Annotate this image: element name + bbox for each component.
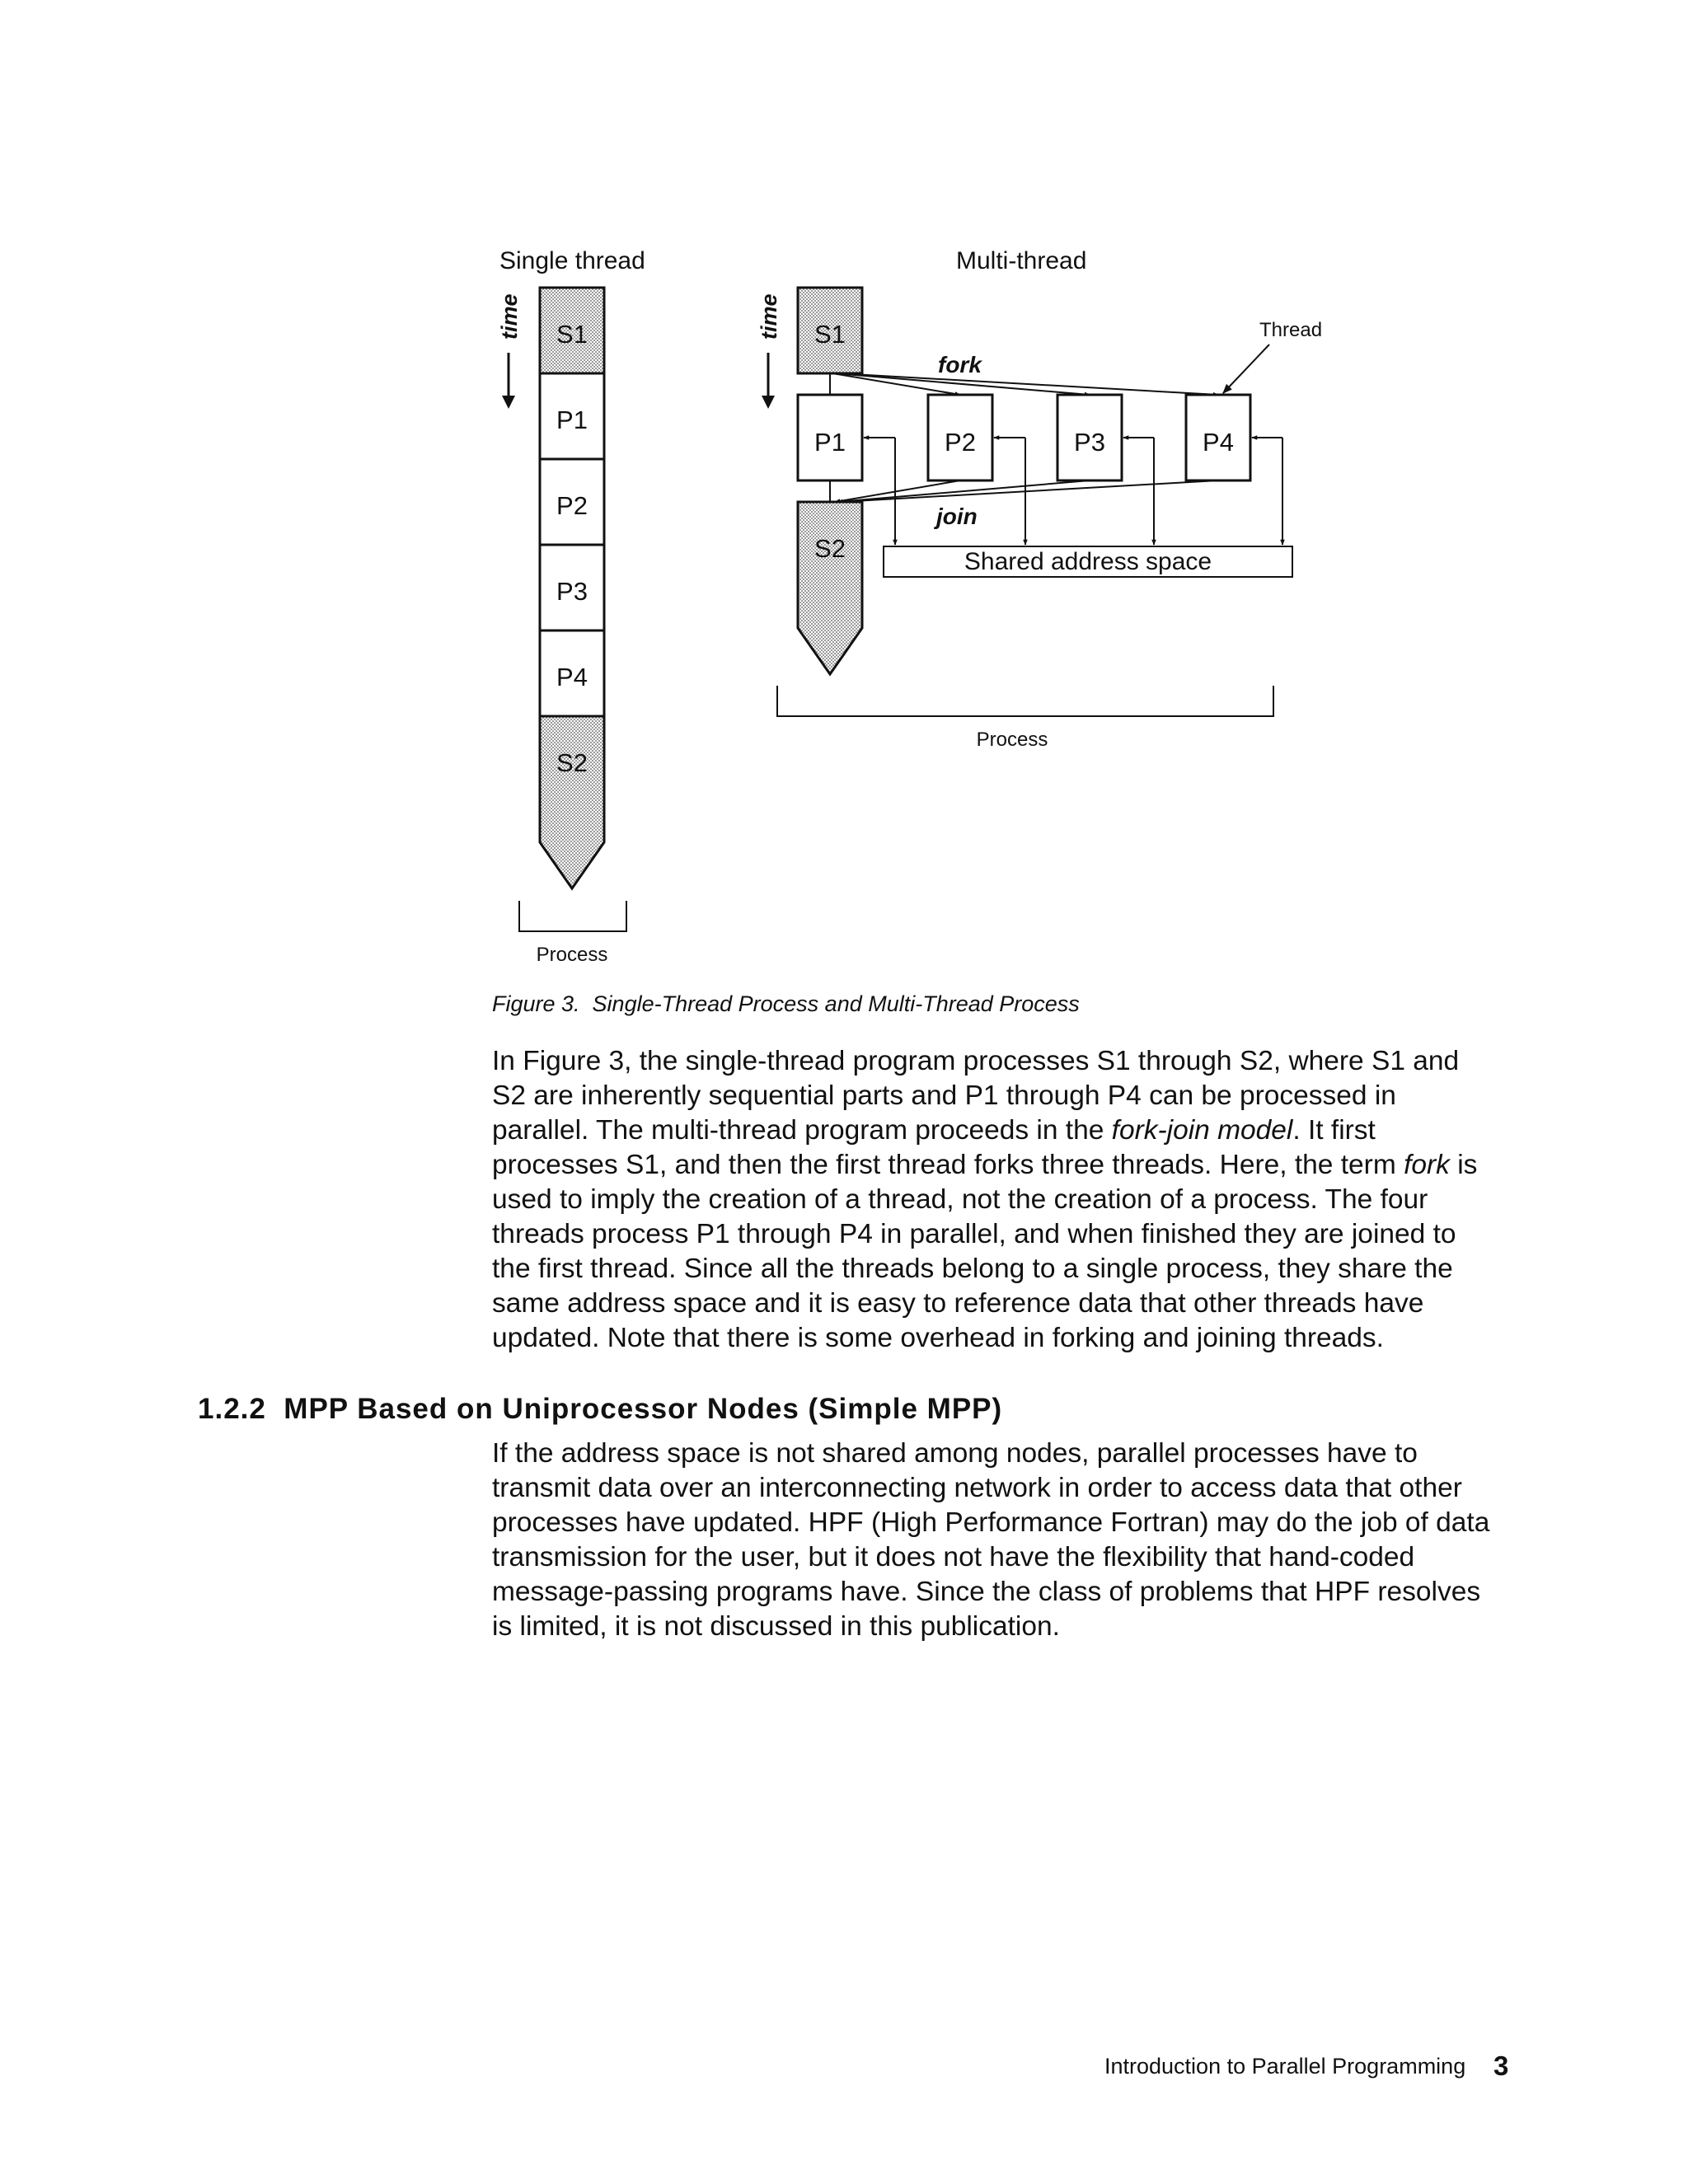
figure-caption: Figure 3. Single-Thread Process and Multi-Thread Process (492, 991, 1080, 1016)
join-arrows (830, 480, 1218, 502)
single-label-p3: P3 (556, 577, 588, 606)
fork-arrows (830, 373, 1218, 395)
single-label-s2: S2 (556, 748, 588, 777)
thread-label: Thread (1259, 319, 1323, 341)
single-time-axis (497, 293, 522, 409)
text-line: If the address space is not shared among nodes, parallel processes have to (492, 1438, 1418, 1469)
multi-time-axis (757, 293, 781, 409)
text-line: same address space and it is easy to reference data that other threads have (492, 1288, 1424, 1319)
section-heading: 1.2.2 MPP Based on Uniprocessor Nodes (Simple MPP) (198, 1393, 1003, 1425)
text-line: S2 are inherently sequential parts and P1 through P4 can be processed in (492, 1080, 1396, 1111)
text-line: parallel. The multi-thread program proceeds in the fork-join model. It first (492, 1115, 1376, 1146)
text-line: In Figure 3, the single-thread program processes S1 through S2, where S1 and (492, 1046, 1460, 1076)
multi-label-s2: S2 (814, 534, 846, 563)
multi-label-p2: P2 (945, 428, 976, 457)
multi-process-bracket (777, 686, 1273, 716)
single-time-label: time (497, 293, 522, 340)
multi-process-label: Process (976, 729, 1048, 751)
running-footer: Introduction to Parallel Programming (1104, 2054, 1466, 2079)
paragraph-simple-mpp (492, 1436, 1531, 1644)
shared-address-space-label: Shared address space (964, 548, 1212, 575)
figure-3-diagram (0, 0, 1688, 989)
multi-label-p4: P4 (1203, 428, 1234, 457)
single-thread-title: Single thread (499, 247, 645, 274)
text-line: is limited, it is not discussed in this publication. (492, 1611, 1060, 1642)
single-process-label: Process (536, 944, 608, 966)
text-line: used to imply the creation of a thread, not the creation of a process. The four (492, 1184, 1428, 1215)
multi-thread-title: Multi-thread (956, 247, 1087, 274)
paragraph-fork-join (492, 1044, 1531, 1356)
multi-time-label: time (757, 293, 781, 340)
single-label-p1: P1 (556, 405, 588, 434)
text-line: transmit data over an interconnecting network in order to access data that other (492, 1473, 1462, 1503)
multi-label-p1: P1 (814, 428, 846, 457)
text-line: processes S1, and then the first thread forks three threads. Here, the term fork is (492, 1150, 1478, 1180)
single-block-s2 (540, 716, 604, 888)
page-number: 3 (1493, 2050, 1509, 2081)
text-line: processes have updated. HPF (High Performance Fortran) may do the job of data (492, 1507, 1490, 1538)
emphasis-fork: fork (1404, 1150, 1450, 1180)
single-label-p2: P2 (556, 491, 588, 520)
emphasis-fork-join-model: fork-join model (1111, 1115, 1293, 1146)
text-line: the first thread. Since all the threads belong to a single process, they share the (492, 1254, 1453, 1284)
fork-label: fork (938, 352, 982, 377)
join-label: join (936, 504, 978, 529)
single-process-bracket (519, 901, 626, 931)
single-label-p4: P4 (556, 663, 588, 691)
text-line: transmission for the user, but it does not have the flexibility that hand-coded (492, 1542, 1415, 1572)
multi-label-s1: S1 (814, 320, 846, 349)
text-line: threads process P1 through P4 in parallel, and when finished they are joined to (492, 1219, 1456, 1249)
thread-pointer (1223, 344, 1269, 393)
text-line: message-passing programs have. Since the class of problems that HPF resolves (492, 1577, 1481, 1607)
multi-label-p3: P3 (1074, 428, 1105, 457)
multi-block-s2 (798, 502, 862, 674)
text-line: updated. Note that there is some overhead in forking and joining threads. (492, 1323, 1384, 1353)
single-label-s1: S1 (556, 320, 588, 349)
